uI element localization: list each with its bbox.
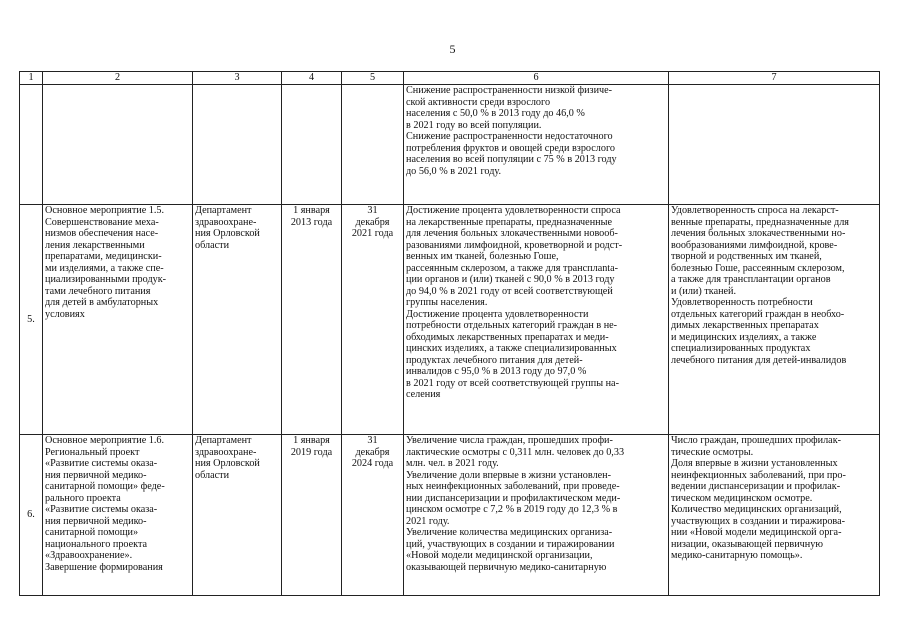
- end-date-cell: 31 декабря 2021 года: [342, 205, 404, 435]
- col-header-3: 3: [193, 72, 282, 85]
- results-cell: Число граждан, прошедших профилак- тические осмотры. Доля впервые в жизни установленных неинфекционных заболеваний, при про- ведении диспансеризации и профилак- тическом медицинском осмотре. Количество медицинских организаций, участвующих в создании и тиражирова- нии «Новой модели медицинской орга- низации, оказывающей первичную медико-санитарную помощь».: [669, 435, 880, 596]
- event-cell: [43, 85, 193, 205]
- start-date-cell: [282, 85, 342, 205]
- page-number: 5: [449, 42, 456, 56]
- start-date-cell: 1 января 2013 года: [282, 205, 342, 435]
- indicators-cell: Снижение распространенности низкой физиче- ской активности среди взрослого населения с 50,0 % в 2013 году до 46,0 % в 2021 году во всей популяции. Снижение распространенности недостаточного потребления фруктов и овощей среди взрослого населения во всей популяции с 75 % в 2013 году до 56,0 % в 2021 году.: [404, 85, 669, 205]
- row-number: 5.: [20, 205, 43, 435]
- end-date-cell: 31 декабря 2024 года: [342, 435, 404, 596]
- header-row: [20, 72, 880, 85]
- col-header-1: 1: [20, 72, 43, 85]
- col-header-4: 4: [282, 72, 342, 85]
- row-number: 6.: [20, 435, 43, 596]
- row-number: [20, 85, 43, 205]
- col-header-7: 7: [669, 72, 880, 85]
- table-row: [20, 85, 880, 205]
- table-row: [20, 205, 880, 435]
- indicators-cell: Достижение процента удовлетворенности спроса на лекарственные препараты, предназначенные для лечения больных злокачественными новооб- разованиями лимфоидной, кроветворной и родст- венных им тканей, болезнью Гоше, рассеянным склерозом, а также для трансплanta- ции органов и (или) тканей с 90,0 % в 2013 году до 94,0 % в 2021 году от всей соответствующей группы населения. Достижение процента удовлетворенности потребности отдельных категорий граждан в не- обходимых лекарственных препаратах и меди- цинских изделиях, а также специализированных продуктах лечебного питания для детей- инвалидов с 95,0 % в 2013 году до 97,0 % в 2021 году от всей соответствующей группы на- селения: [404, 205, 669, 435]
- col-header-6: 6: [404, 72, 669, 85]
- col-header-2: 2: [43, 72, 193, 85]
- start-date-cell: 1 января 2019 года: [282, 435, 342, 596]
- program-table: [19, 71, 880, 596]
- executor-cell: Департамент здравоохране- ния Орловской области: [193, 205, 282, 435]
- event-cell: Основное мероприятие 1.5. Совершенствование меха- низмов обеспечения насе- ления лекарственными препаратами, медицински- ми изделиями, а также спе- циализированными продук- тами лечебного питания для детей в амбулаторных условиях: [43, 205, 193, 435]
- results-cell: [669, 85, 880, 205]
- end-date-cell: [342, 85, 404, 205]
- col-header-5: 5: [342, 72, 404, 85]
- executor-cell: Департамент здравоохране- ния Орловской области: [193, 435, 282, 596]
- event-cell: Основное мероприятие 1.6. Региональный проект «Развитие системы оказа- ния первичной медико- санитарной помощи» феде- рального проекта «Развитие системы оказа- ния первичной медико- санитарной помощи» национального проекта «Здравоохранение». Завершение формирования: [43, 435, 193, 596]
- indicators-cell: Увеличение числа граждан, прошедших профи- лактические осмотры с 0,311 млн. человек до 0,33 млн. чел. в 2021 году. Увеличение доли впервые в жизни установлен- ных неинфекционных заболеваний, при проведе- нии диспансеризации и профилактическом меди- цинском осмотре с 7,2 % в 2019 году до 12,3 % в 2021 году. Увеличение количества медицинских организа- ций, участвующих в создании и тиражировании «Новой модели медицинской организации, оказывающей первичную медико-санитарную: [404, 435, 669, 596]
- executor-cell: [193, 85, 282, 205]
- results-cell: Удовлетворенность спроса на лекарст- венные препараты, предназначенные для лечения больных злокачественными но- вообразованиями лимфоидной, крове- творной и родственных им тканей, болезнью Гоше, рассеянным склерозом, а также для трансплантации органов и (или) тканей. Удовлетворенность потребности отдельных категорий граждан в необхо- димых лекарственных препаратах и медицинских изделиях, а также специализированных продуктах лечебного питания для детей-инвалидов: [669, 205, 880, 435]
- table-row: [20, 435, 880, 596]
